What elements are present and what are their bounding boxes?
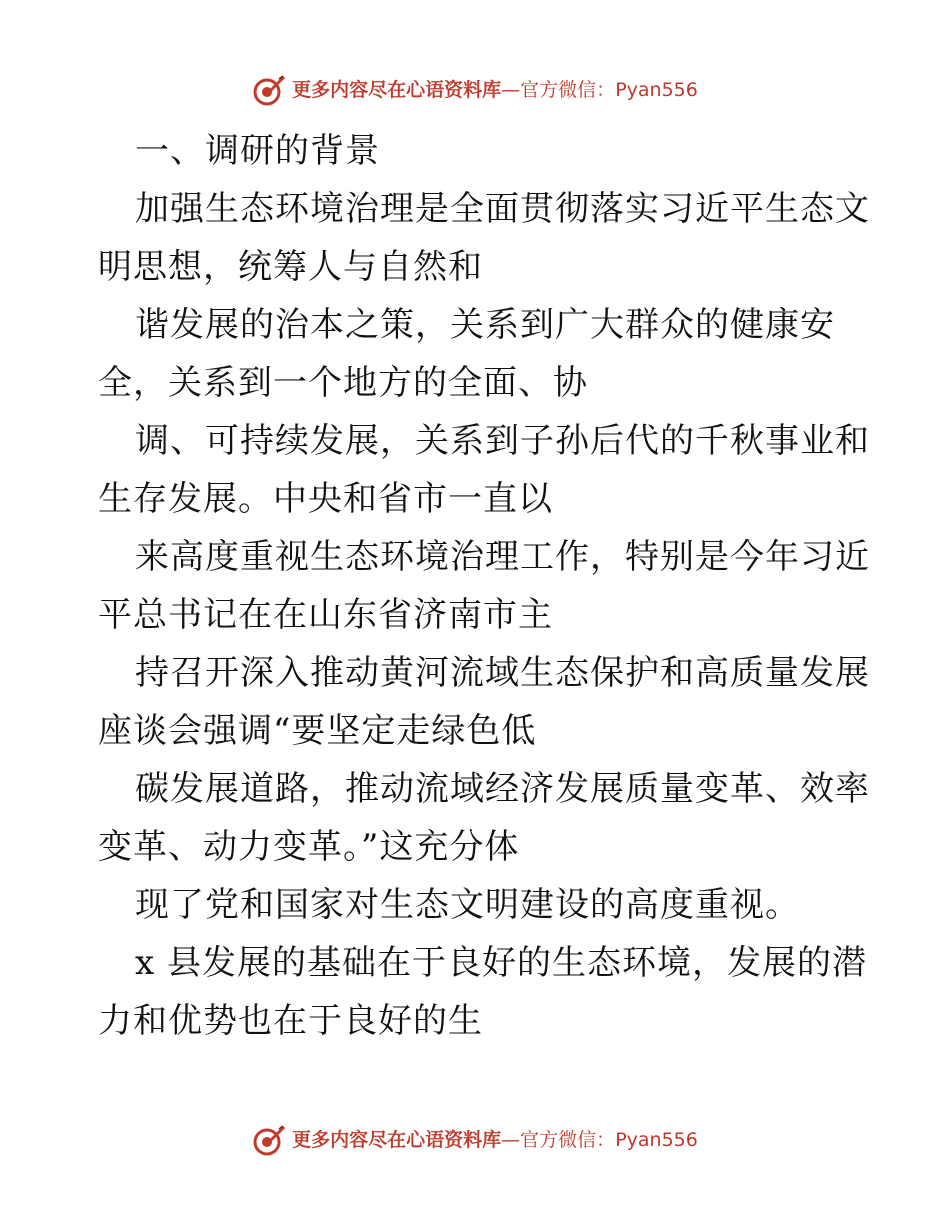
body-line: 座谈会强调“要坚定走绿色低 xyxy=(98,711,537,751)
body-line: 持召开深入推动黄河流域生态保护和高质量发展 xyxy=(135,653,870,693)
quill-circle-icon xyxy=(252,73,286,107)
header-lead: 更多内容尽在心语资料库 xyxy=(292,78,502,101)
body-line: 加强生态环境治理是全面贯彻落实习近平生态文 xyxy=(135,189,870,229)
body-line: 调、可持续发展，关系到子孙后代的千秋事业和 xyxy=(135,421,870,461)
body-line: 变革、动力变革。”这充分体 xyxy=(98,827,520,867)
header-separator: — xyxy=(501,78,521,101)
footer-text xyxy=(292,1128,698,1151)
body-line: 生存发展。中央和省市一直以 xyxy=(98,479,553,519)
body-line: 明思想，统筹人与自然和 xyxy=(98,247,483,287)
header-banner xyxy=(0,70,950,110)
body-line: 来高度重视生态环境治理工作，特别是今年习近 xyxy=(135,537,870,577)
body-line: 现了党和国家对生态文明建设的高度重视。 xyxy=(135,885,800,925)
document-body xyxy=(98,122,870,1050)
body-line: 碳发展道路，推动流域经济发展质量变革、效率 xyxy=(135,769,870,809)
body-line: 谐发展的治本之策，关系到广大群众的健康安 xyxy=(135,305,835,345)
body-line: 一、调研的背景 xyxy=(135,131,380,171)
footer-lead: 更多内容尽在心语资料库 xyxy=(292,1128,502,1151)
footer-banner xyxy=(0,1120,950,1160)
body-line: 全，关系到一个地方的全面、协 xyxy=(98,363,588,403)
body-line: 力和优势也在于良好的生 xyxy=(98,1001,483,1041)
footer-separator: — xyxy=(501,1128,521,1151)
body-line: 平总书记在在山东省济南市主 xyxy=(98,595,553,635)
footer-wechat-id: Pyan556 xyxy=(615,1128,698,1151)
quill-circle-icon xyxy=(252,1123,286,1157)
header-wechat-label: 官方微信： xyxy=(520,78,616,101)
body-line: x 县发展的基础在于良好的生态环境，发展的潜 xyxy=(135,943,867,983)
header-wechat-id: Pyan556 xyxy=(615,78,698,101)
footer-wechat-label: 官方微信： xyxy=(520,1128,616,1151)
header-text xyxy=(292,78,698,101)
